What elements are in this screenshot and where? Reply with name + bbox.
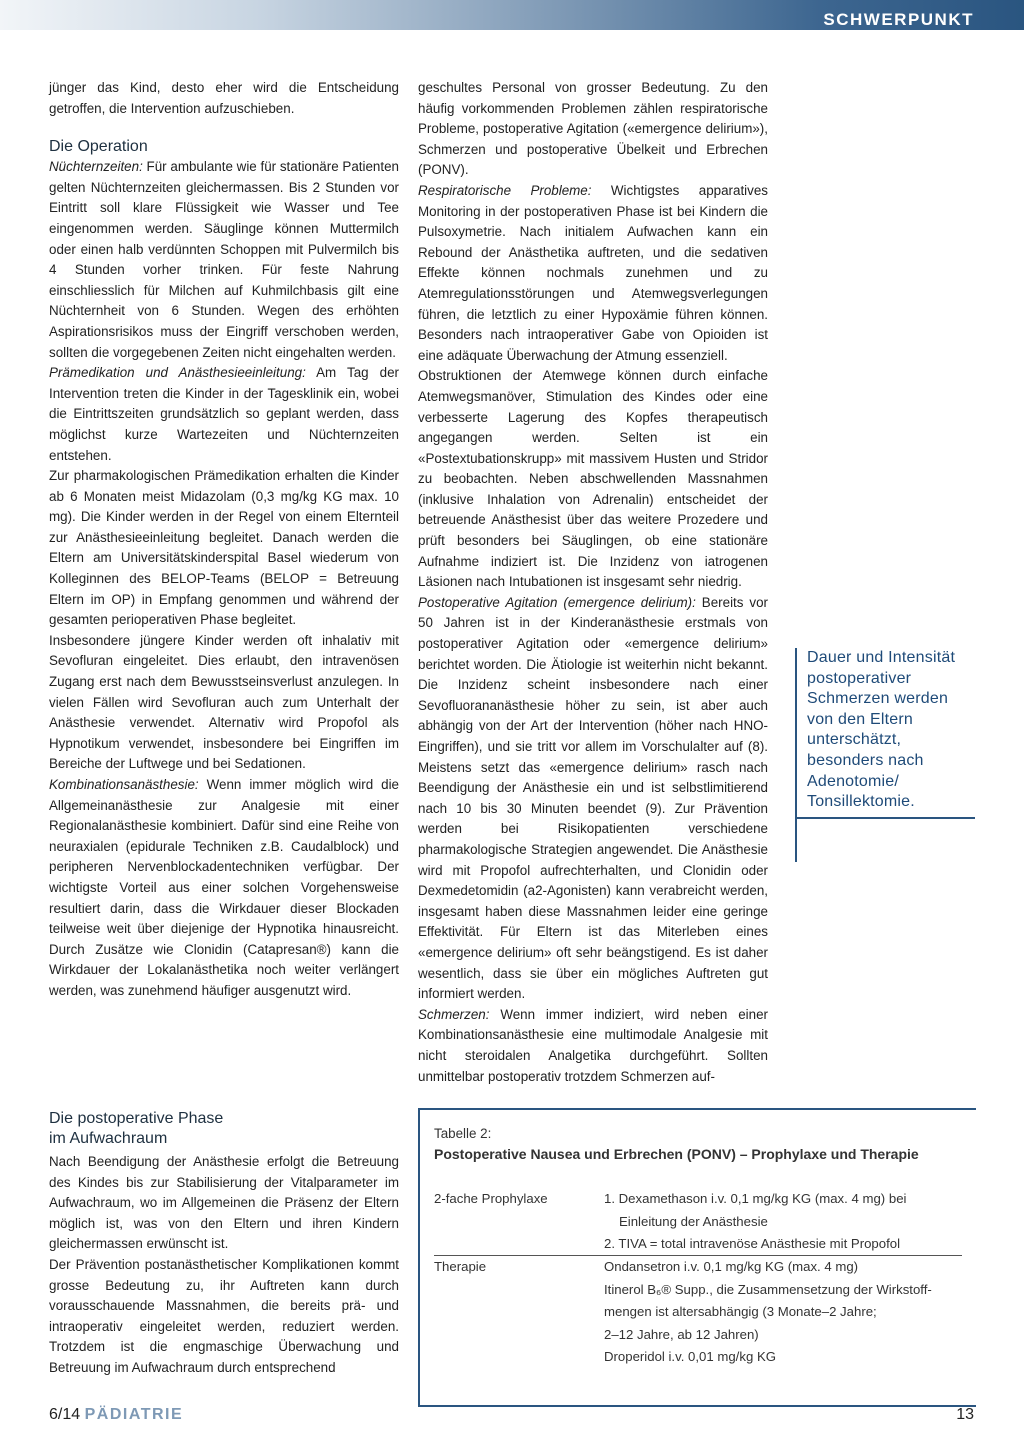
paragraph-text: Wenn immer indiziert, wird neben einer Kombinationsanästhesie eine multimodale Analgesie mit nicht steroidalen Analgetika durchgeführt. Sollten unmittelbar postoperativ trotzdem Schmerzen auf- (418, 1006, 768, 1084)
paragraph-lead: Schmerzen: (418, 1006, 490, 1022)
table-caption (434, 1124, 919, 1164)
page-number: 13 (956, 1406, 974, 1423)
table-row-label: Therapie (434, 1259, 487, 1274)
paragraph-text: Für ambulante wie für stationäre Patienten gelten Nüchternzeiten gleichermassen. Bis 2 Stunden vor Eintritt soll klare Flüssigkeit wie Wasser und Tee eingenommen werden. Säuglinge können Muttermilch oder einen halb verdünnten Schoppen mit Pulvermilch bis 4 Stunden vorher trinken. Für feste Nahrung einschliesslich für Milchen auf Kuhmilchbasis gilt eine Nüchternheit von 6 Stunden. Wegen des erhöhten Aspirationsrisikos muss der Eingriff verschoben werden, sollten die vorgegebenen Zeiten nicht eingehalten werden. (49, 159, 399, 360)
table-row-items (604, 1256, 964, 1369)
section-heading-postoperative (49, 1109, 399, 1149)
paragraph-lead: Postoperative Agitation (emergence delirium): (418, 594, 696, 610)
pull-quote (795, 648, 975, 819)
paragraph (418, 593, 768, 1005)
paragraph (418, 181, 768, 366)
paragraph: Zur pharmakologischen Prämedikation erhalten die Kinder ab 6 Monaten meist Midazolam (0,3 mg/kg KG max. 10 mg). Die Kinder werden in der Regel von einem Elternteil zur Anästhesieeinleitung begleitet. Danach werden die Eltern am Universitätskinderspital Basel wiederum von Kolleginnen des BELOP-Teams (BELOP = Betreuung Eltern im OP) in Empfang genommen und während der gesamten perioperativen Phase begleitet. (49, 468, 399, 628)
table-row (434, 1188, 962, 1258)
table-cell: 1. Dexamethason i.v. 0,1 mg/kg KG (max. 4 mg) bei (604, 1191, 907, 1206)
column-left (49, 78, 399, 1002)
table-cell: 2. TIVA = total intravenöse Anästhesie mit Propofol (604, 1236, 901, 1251)
paragraph-text: Wichtigstes apparatives Monitoring in der postoperativen Phase ist bei Kindern die Pulsoxymetrie. Nach initialem Aufwachen kann ein Rebound der Anästhetika auftreten, und die sedativen Effekte können nochmals zunehmen und zu Atemregulationsstörungen und Atemwegsverlegungen führen, die letztlich zu einer Hypoxämie führen können. Besonders nach intraoperativer Gabe von Opioiden ist eine adäquate Überwachung der Atmung essenziell. (418, 182, 768, 363)
section-label: SCHWERPUNKT (823, 10, 974, 29)
paragraph: Insbesondere jüngere Kinder werden oft inhalativ mit Sevofluran eingeleitet. Dies erlaubt, den intravenösen Zugang erst nach dem Bewusstseinsverlust anzulegen. In vielen Fällen wird Sevofluran auch zum Unterhalt der Anästhesie verwendet. Alternativ wird Propofol als Hypnotikum verwendet, insbesondere bei Eingriffen im Bereiche der Luftwege und bei Sedationen. (49, 632, 399, 772)
paragraph-text: Bereits vor 50 Jahren ist in der Kinderanästhesie erstmals von postoperativer Agitation oder «emergence delirium» berichtet worden. Die Ätiologie ist weiterhin nicht bekannt. Die Inzidenz scheint insbesondere nach einer Sevofluorananästhesie höher zu sein, ist aber auch abhängig von der Art der Intervention (höher nach HNO-Eingriffen), und sie tritt vor allem im Vorschulalter auf (8). Meistens setzt das «emergence delirium» rasch nach Beendigung der Anästhesie ein und ist selbstlimitierend nach 10 bis 30 Minuten beendet (9). Zur Prävention werden bei Risikopatienten verschiedene pharmakologische Strategien angewendet. Die Anästhesie wird mit Propofol aufrechterhalten, und Clonidin oder Dexmedetomidin (a2-Agonisten) kann verabreicht werden, insgesamt haben diese Massnahmen leider eine geringe Effektivität. Für Eltern ist das Miterleben eines «emergence delirium» oft sehr beängstigend. Es ist daher wesentlich, dass sie über ein mögliches Auftreten gut informiert werden. (418, 594, 769, 1002)
column-middle (418, 78, 768, 1087)
table-row (434, 1256, 962, 1376)
paragraph-lead: Respiratorische Probleme: (418, 182, 592, 198)
table-title: Postoperative Nausea und Erbrechen (PONV) – Prophylaxe und Therapie (434, 1146, 919, 1162)
table-cell: Droperidol i.v. 0,01 mg/kg KG (604, 1349, 776, 1364)
paragraph (49, 775, 399, 1002)
pull-quote-text: Dauer und Intensität postoperativer Schmerzen werden von den Eltern unterschätzt, besonders nach Adenotomie/ Tonsillektomie. (807, 649, 956, 811)
heading-line: Die postoperative Phase (49, 1110, 224, 1127)
paragraph: jünger das Kind, desto eher wird die Entscheidung getroffen, die Intervention aufzuschieben. (49, 80, 399, 116)
paragraph: Der Prävention postanästhetischer Komplikationen kommt grosse Bedeutung zu, ihr Auftreten kann durch vorausschauende Massnahmen, die bereits prä- und intraoperativ eingeleitet werden, reduziert werden. Trotzdem ist die engmaschige Überwachung und Betreuung im Aufwachraum durch entsprechend (49, 1256, 399, 1375)
column-left-bottom (49, 1152, 399, 1379)
paragraph-text: Am Tag der Intervention treten die Kinder in der Tagesklinik ein, wobei die Eintrittszeiten grundsätzlich so geplant werden, dass möglichst kurze Wartezeiten und Nüchternzeiten entstehen. (49, 365, 399, 463)
table-cell: Itinerol B₆® Supp., die Zusammensetzung der Wirkstoff- (604, 1281, 932, 1297)
paragraph: Obstruktionen der Atemwege können durch einfache Atemwegsmanöver, Stimulation des Kindes oder eine verbesserte Lagerung des Kopfes therapeutisch angegangen werden. Selten ist ein «Postextubationskrupp» mit massivem Husten und Stridor zu beobachten. Neben abschwellenden Massnahmen (inklusive Inhalation von Adrenalin) entscheidet der betreuende Anästhesist über das weitere Prozedere und prüft besonders bei Säuglingen, ob eine stationäre Aufnahme indiziert ist. Die Inzidenz von iatrogenen Läsionen nach Intubationen ist insgesamt sehr niedrig. (418, 368, 768, 590)
table-caption-label: Tabelle 2: (434, 1126, 492, 1141)
table-cell: Ondansetron i.v. 0,1 mg/kg KG (max. 4 mg) (604, 1259, 859, 1274)
table-cell: 2–12 Jahre, ab 12 Jahren) (604, 1326, 759, 1342)
paragraph-lead: Nüchternzeiten: (49, 159, 143, 175)
paragraph (418, 1005, 768, 1087)
section-heading: Die Operation (49, 138, 148, 156)
paragraph (49, 157, 399, 363)
table-row-items (604, 1188, 964, 1256)
paragraph: Nach Beendigung der Anästhesie erfolgt die Betreuung des Kindes bis zur Stabilisierung der Vitalparameter im Aufwachraum, wo im Allgemeinen die Präsenz der Eltern möglich ist, was von den Eltern und ihren Kindern gleichermassen erwünscht ist. (49, 1154, 399, 1252)
paragraph (49, 363, 399, 466)
paragraph-lead: Prämedikation und Anästhesieeinleitung: (49, 365, 306, 381)
journal-brand: PÄDIATRIE (84, 1406, 184, 1423)
issue-number: 6/14 (49, 1406, 81, 1423)
table-ponv (418, 1108, 976, 1407)
paragraph-text: Wenn immer möglich wird die Allgemeinanästhesie zur Analgesie mit einer Regionalanästhesie kombiniert. Dafür sind eine Reihe von neuraxialen (epidurale Techniken z.B. Caudalblock) und peripheren Nervenblockadentechniken verfügbar. Der wichtigste Vorteil aus einer solchen Vorgehensweise resultiert darin, dass die Wirkdauer dieser Blockaden teilweise weit über diejenige der Hypnotika hinausreicht. Durch Zusätze wie Clonidin (Catapresan®) kann die Wirkdauer der Lokalanästhetika noch weiter verlängert werden, was zunehmend häufiger ausgenutzt wird. (49, 777, 399, 998)
table-cell: Einleitung der Anästhesie (619, 1213, 768, 1229)
paragraph: geschultes Personal von grosser Bedeutung. Zu den häufig vorkommenden Problemen zählen respiratorische Probleme, postoperative Agitation («emergence delirium»), Schmerzen und postoperative Übelkeit und Erbrechen (PONV). (418, 80, 768, 178)
heading-line: im Aufwachraum (49, 1130, 168, 1147)
paragraph-lead: Kombinationsanästhesie: (49, 777, 199, 792)
footer-issue (49, 1406, 183, 1424)
table-cell: mengen ist altersabhängig (3 Monate–2 Jahre; (604, 1304, 877, 1319)
table-row-label: 2-fache Prophylaxe (434, 1191, 548, 1206)
